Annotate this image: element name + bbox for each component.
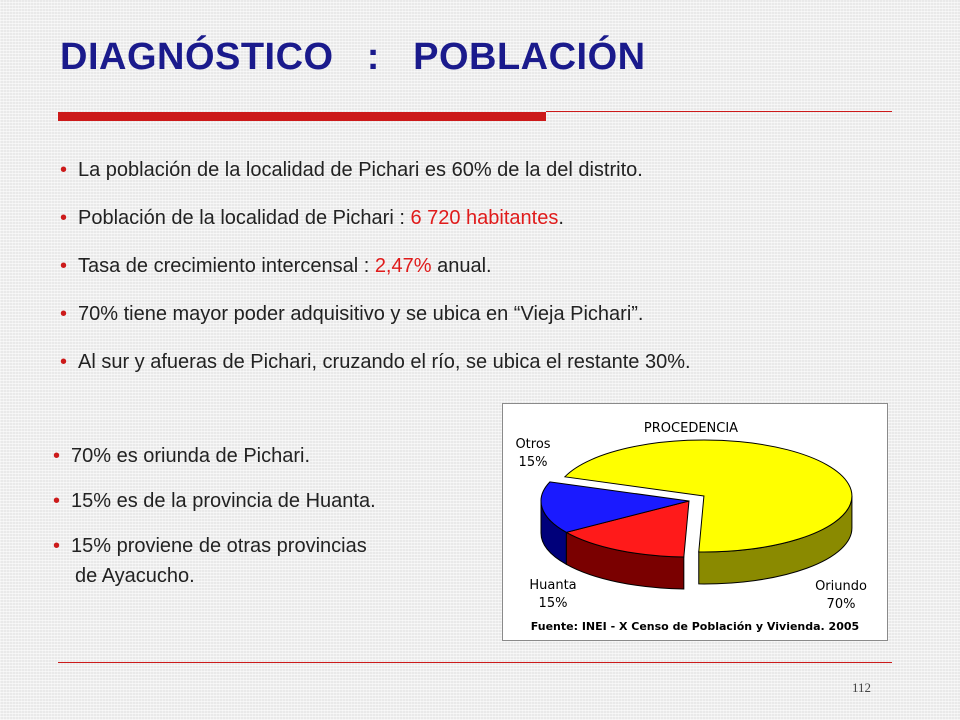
pie-chart-svg [503,404,887,640]
main-bullet-list [60,150,691,390]
bullet-dot-icon: • [60,351,68,373]
bullet-dot-icon: • [60,159,68,181]
page-number: 112 [852,680,872,695]
bullet-item [53,486,376,516]
bullet-item [60,246,691,294]
bullet-dot-icon: • [53,490,61,512]
slice-label-value: 15% [538,596,568,611]
bullet-text: Tasa de crecimiento intercensal : [78,255,375,277]
origin-bullet-list [53,441,376,606]
bullet-item [60,342,691,390]
slice-label-name: Oriundo [815,579,867,594]
chart-source: Fuente: INEI - X Censo de Población y Vivienda. 2005 [530,620,860,633]
bullet-highlight: 6 720 habitantes [410,207,559,229]
bullet-text: 15% proviene de otras provincias [71,535,367,557]
bullet-dot-icon: • [60,255,68,277]
bullet-text-continuation: de Ayacucho. [75,565,195,587]
title-underline-thick [58,112,546,121]
bullet-item [53,531,376,591]
bullet-text: 15% es de la provincia de Huanta. [71,490,376,512]
bullet-text: Población de la localidad de Pichari : [78,207,411,229]
bullet-item [53,441,376,471]
bullet-item [60,150,691,198]
bullet-dot-icon: • [60,207,68,229]
pie-chart [502,403,888,641]
bullet-item [60,294,691,342]
slice-label-value: 70% [826,597,856,612]
bullet-text: La población de la localidad de Pichari es 60% de la del distrito. [78,159,643,181]
chart-title: PROCEDENCIA [643,421,739,436]
bullet-dot-icon: • [53,535,61,557]
bullet-dot-icon: • [53,445,61,467]
slide-title: DIAGNÓSTICO : POBLACIÓN [60,36,646,78]
slice-label-name: Otros [515,437,551,452]
slice-label-name: Huanta [529,578,577,593]
bullet-text: Al sur y afueras de Pichari, cruzando el río, se ubica el restante 30%. [78,351,691,373]
footer-divider [58,662,892,663]
bullet-suffix: . [558,207,564,229]
bullet-suffix: anual. [431,255,492,277]
bullet-dot-icon: • [60,303,68,325]
slice-label-value: 15% [518,455,548,470]
title-underline-thin [546,111,892,112]
bullet-highlight: 2,47% [374,255,432,277]
bullet-text: 70% es oriunda de Pichari. [71,445,311,467]
bullet-text: 70% tiene mayor poder adquisitivo y se ubica en “Vieja Pichari”. [78,303,644,325]
bullet-item [60,198,691,246]
